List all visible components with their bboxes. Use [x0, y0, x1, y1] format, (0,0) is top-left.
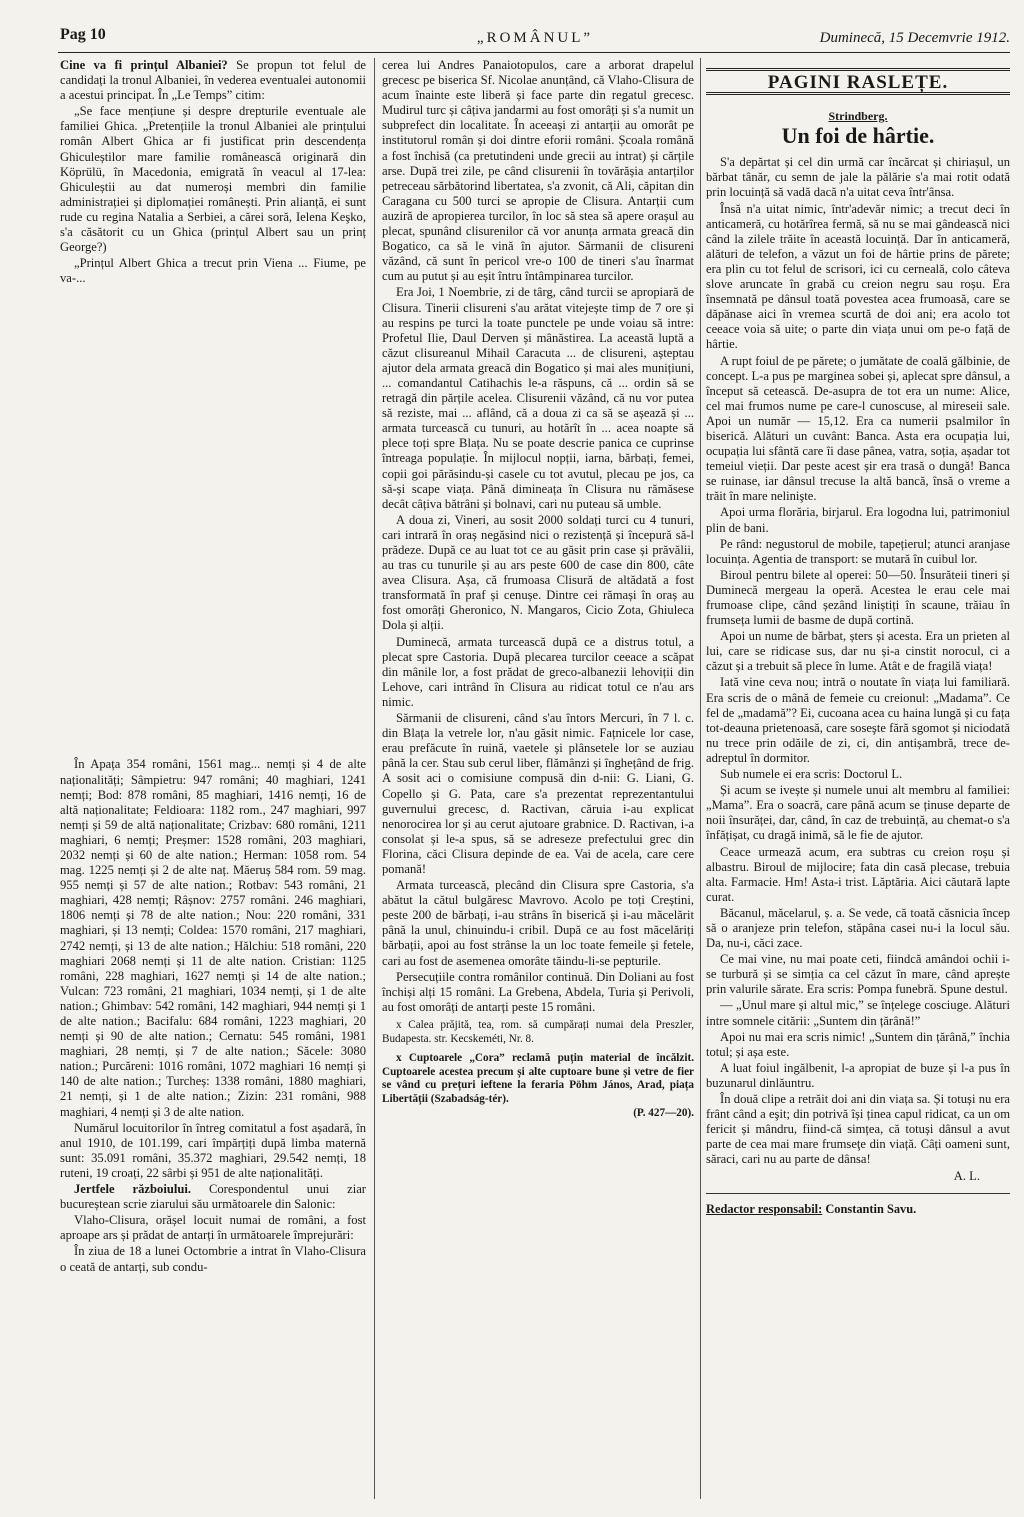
- paragraph: Sărmanii de clisureni, când s'au întors Mercuri, în 7 l. c. din Blața la vetrele lor, n'au găsit nimic. Fațnicele lor case, erau prefăcute în ruină, vaetele și plânsetele lor se auziau până la cer. Stau sub cerul liber, flămânzi și înghețând de frig. A sosit aci o comisiune compusă din d-nii: G. Liani, G. Copello și G. Pata, care s'a prezentat reprezentantului guvernului grecesc, d. Ractivan, căruia i-au explicat nenorocirea lor și au cerut ajutoare grabnice. D. Ractivan, i-a consolat și le-a spus, să se adreseze prefectului grec din Florina, căci Clisura depinde de ea. Vai de acela, care cere pomană!: [382, 711, 694, 876]
- paragraph: A luat foiul ingălbenit, l-a apropiat de buze și l-a pus în buzunarul dinlăuntru.: [706, 1060, 1010, 1090]
- paragraph: „Prințul Albert Ghica a trecut prin Viena ... Fiume, pe va-...: [60, 256, 366, 286]
- header-rule: [58, 52, 1010, 53]
- section-title: PAGINI RASLEȚE.: [706, 68, 1010, 95]
- paragraph: Iată vine ceva nou; intră o noutate în viața lui familiară. Era scris de o mână de femeie cu creionul: „Madama”. Ce fel de „madamă”? Ei, cucoana acea cu haina lungă și cu fața tot-deauna prietenoasă, care soseşte fără sgomot și niciodată nu trece prin odăile de zi, ci, din antișambră, trece de-adreptul în dormitor.: [706, 675, 1010, 765]
- paragraph: Ceace urmează acum, era subtras cu creion roșu și albastru. Biroul de mijlocire; fata din casă plecase, trebuia alta. Farmacie. Hm! Asta-i trist. Lăptăria. Aici căutară lapte curat.: [706, 844, 1010, 904]
- article-albania: Cine va fi prințul Albaniei? Se propun tot felul de candidați la tronul Albaniei, în vederea eventualei autonomii a acestui principat. În „Le Temps” citim:: [60, 58, 366, 103]
- paragraph: — „Unul mare și altul mic,” se înțelege cosciuge. Alături intre somnele citării: „Suntem din țărână!”: [706, 998, 1010, 1028]
- paragraph: Apoi urma florăria, birjarul. Era logodna lui, patrimoniul plin de bani.: [706, 505, 1010, 535]
- column-left: [60, 58, 366, 1276]
- paragraph: Persecuțiile contra românilor continuă. Din Doliani au fost închiși alți 15 români. La Grebena, Abdela, Turia și Perivoli, au fost omorâți de antarți peste 15 români.: [382, 969, 694, 1014]
- paragraph: Sub numele ei era scris: Doctorul L.: [720, 767, 903, 782]
- paragraph: Și acum se ivește și numele unui alt membru al familiei: „Mama”. Era o soacră, care până acum se ținuse departe de noii însurăței, dar, când, în caz de trebuință, au chemat-o s'a înfățișat, cu dragă inimă, să le fie de ajutor.: [706, 783, 1010, 843]
- newspaper-title: „ROMÂNUL”: [476, 30, 594, 46]
- paragraph: Vlaho-Clisura, orășel locuit numai de români, a fost aproape ars și prădat de antarți în următoarele împrejurări:: [60, 1213, 366, 1243]
- advertisement: x Calea prăjită, tea, rom. să cumpărați numai dela Preszler, Budapesta. str. Kecskeméti, Nr. 8.: [382, 1018, 694, 1045]
- page-number: Pag 10: [60, 26, 106, 43]
- story-title: Un foi de hârtie.: [781, 123, 935, 149]
- paragraph: Numărul locuitorilor în întreg comitatul a fost așadară, în anul 1910, de 101.199, cari împărțiți după limba maternă sunt: 35.091 români, 35.372 maghiari, 29.542 nemți, 18 ruteni, 19 croați, 22 sârbi și 951 de alte naționalități.: [60, 1120, 366, 1180]
- paragraph: S'a depărtat și cel din urmă car încărcat și chiriașul, un bărbat tânăr, cu semn de jale la pălărie s'a mai rotit odată prin locuință să vadă dacă n'a uitat ceva într'ânsa.: [706, 155, 1010, 200]
- issue-date: Duminecă, 15 Decemvrie 1912.: [819, 30, 1010, 46]
- advertisement: x Cuptoarele „Cora” reclamă puțin material de încălzit. Cuptoarele acestea precum și alte cuptoare bune și vetre de fier se vând cu prețuri ieftene la feraria Pöhm János, Arad, piața Libertății (Szabadság-tér).: [382, 1052, 694, 1105]
- paragraph-census: În Apața 354 români, 1561 mag... nemți și 4 de alte naționalități; Sâmpietru: 947 români; 40 maghiari, 1241 nemți; Bod: 878 români, 85 maghiari, 1416 nemți, 16 de altă naționalitate; Feldioara: 1182 rom., 247 maghiari, 997 nemți și 59 de altă naționalitate; Crizbav: 680 români, 1211 maghiari, 6 nemți; Preșmer: 1528 români, 203 maghiari, 2032 nemți și 60 de alte nation.; Herman: 1058 rom. 54 mag. 1225 nemți și 2 de alte naț. Măeruș 584 rom. 59 mag. 955 nemți și 57 de alte nation.; Rotbav: 543 români, 21 maghiari, 428 nemți; Râșnov: 2757 români. 246 maghiari, 1806 nemți și 78 de alte nation.; Nou: 220 români, 331 maghiari, și 13 nemți; Coldea: 1570 români, 217 maghiari, 2742 nemți, și 13 de alte nation.; Hălchiu: 518 români, 220 maghiari 2068 nemți și 11 de alte nation. Cristian: 1125 români, 228 maghiari, 1627 nemți și 14 de alte nation.; Vulcan: 723 români, 21 maghiari, 1034 nemți, și 1 de alte nation.; Ghimbav: 542 români, 142 maghiari, 944 nemți și 1 de alte nation.; Bacifalu: 684 români, 1223 maghiari, 20 nemți și 90 de alte nation.; Cernatu: 545 români, 1981 maghiari, 28 nemți, și 7 de alte nation.; Săcele: 3080 nation.; Purcăreni: 1016 români, 1072 maghiari 16 nemți și 140 de alte nation.; Turcheș: 1338 români, 1880 maghiari, 21 nemți, și 1 de alte nation.; Zizin: 231 români, 988 maghiari, 4 nemți și 3 de alte nation.: [60, 757, 366, 1119]
- column-divider: [700, 58, 701, 1499]
- column-middle: [382, 58, 694, 1122]
- page-header: [60, 26, 1010, 50]
- story-author: Strindberg.: [828, 109, 888, 124]
- ad-reference: (P. 427—20).: [633, 1107, 694, 1120]
- paragraph: A doua zi, Vineri, au sosit 2000 soldați turci cu 4 tunuri, cari intrară în oraș negăsind nici o rezistență și începură să-l prădeze. După ce au luat tot ce au găsit prin case și prăvălii, au tras cu tunurile și au ars peste 600 de case din 800, câte avea Clisura. Așa, că frumoasa Clisură de altădată a fost transformată în praf și cenușe. Dintre cei rămași în oraș au fost omorâți Gheronico, N. Mangaros, Cicio Zota, Ghiuleca Dola și alții.: [382, 512, 694, 633]
- paragraph: Duminecă, armata turcească după ce a distrus totul, a plecat spre Castoria. După plecarea turcilor ceeace a scăpat din mânile lor, a fost prădat de greco-albanezii lehoviții din Lehove, cari intrând în Clisura au ridicat totul ce n'au ars nimic.: [382, 634, 694, 709]
- paragraph: cerea lui Andres Panaiotopulos, care a arborat drapelul grecesc pe biserica Sf. Nicolae anunțând, că Vlaho-Clisura de acum înainte este liberă și face parte din regatul grecesc. Mudirul turc și câțiva jandarmi au fost omorâți și s'a numit un subprefect din localitate. În aceeași zi antarții au omorât pe institutorul român și doi dintre eforii români. Școala română a fost închisă (ca pretutindeni unde grecii au intrat) și cărțile arse. După trei zile, pe când clisurenii în tovărășia antarților petreceau sărbătorind libertatea, s'a zvonit, că Ali, căpitan din Caragana cu 500 turci se apropie de Clisura. Antarții cum auziră de apropierea turcilor, în loc să stea să apere orașul au plecat, spunând clisurenilor că vor anunța armata greacă din Bogatico, ca să le vină în ajutor. Sărmanii de clisureni văzând, că sunt în pericol vre-o 100 de tineri s'au înarmat cum au putut și au eșit întru întâmpinarea turcilor.: [382, 58, 694, 284]
- signature: A. L.: [953, 1169, 980, 1184]
- blank-space: [60, 287, 366, 757]
- article-war-victims: Jertfele războiului. Corespondentul unui ziar bucureștean scrie ziarului său următoarele din Salonic:: [60, 1182, 366, 1212]
- paragraph: Ce mai vine, nu mai poate ceti, fiindcă amândoi ochii i-se turbură și se simția ca cel căzut în mare, când aprește prin valurile sărate. Era scris: Pompa funebră. Spune destul.: [706, 952, 1010, 997]
- paragraph: Biroul pentru bilete al operei: 50—50. Însurăteii tineri și Duminecă mergeau la operă. Acestea le erau cele mai frumoase clipe, când șezând liniștiți în scaune, trăiau în frumseța lumii de basme de după cortină.: [706, 567, 1010, 628]
- paragraph: Era Joi, 1 Noembrie, zi de târg, când turcii se apropiară de Clisura. Tinerii clisureni s'au arătat vitejește timp de 7 ore și au respins pe turci la toate punctele pe unde voiau să intre: Profetul Ilie, Daul Derven și mânăstirea. La această luptă a căzut clisureanul Mihail Caracuta ... de clisureni, așteptau ajutor dela armata greacă din Bogatico și mai ales munițiuni, ... comandantul Catihachis le-a răspuns, că ... ordin să se retragă din părțile acelea. Clisurenii văzând, că nu vor putea să reziste, mai ... aflând, că a doua zi ca să se așează și ... armata turcească cu tunuri, au hotărît în ... acea noapte să plece toți spre Blața. Nu se poate descrie panica ce cuprinse întreaga populație. În mijlocul nopții, iarna, bărbați, femei, copii goi părăsindu-și casele cu tot avutul, plecau pe jos, ca să-și scape viața. Până dimineața în Clisura nu rămăsese decât câțiva bătrâni și bolnavi, cari nu puteau să umble.: [382, 285, 694, 511]
- column-divider: [374, 58, 375, 1499]
- paragraph: În ziua de 18 a lunei Octombrie a intrat în Vlaho-Clisura o ceată de antarți, sub condu-: [60, 1244, 366, 1274]
- column-right: [706, 58, 1010, 1217]
- paragraph: A rupt foiul de pe părete; o jumătate de coală gălbinie, de concept. L-a pus pe marginea sobei și, aplecat spre dânsul, a început să cetească. De-asupra de tot era un nume: Alice, cel mai frumos nume pe care-l cunoscuse, al mireseii sale. Apoi un număr — 15,12. Era ca numerii psalmilor în biserică. Alături un cuvânt: Banca. Asta era ocupația lui, ocupația lui sfântă care îi dase pânea, vatra, soția, așadar tot temeiul vieții. Dar peste acest șir era trasă o dungă! Banca se ruinase, iar dânsul trecuse la altă bancă, însă o vreme a trăit în mare nelinişte.: [706, 353, 1010, 504]
- paragraph: Pe rând: negustorul de mobile, tapețierul; atunci aranjase locuința. Agentia de transport: se mutară în cuibul lor.: [706, 536, 1010, 566]
- divider: [706, 1193, 1010, 1194]
- paragraph: În două clipe a retrăit doi ani din viața sa. Și totuși nu era frânt când a eşit; din potrivă își ținea capul ridicat, ca un om fericit și mândru, fiind-că simțea, că totuși dânsul a avut parte de cea mai mare frumseţe din viață. Câți oameni sunt, săraci, cari nu au parte de dânsa!: [706, 1092, 1010, 1167]
- paragraph: Însă n'a uitat nimic, într'adevăr nimic; a trecut deci în anticameră, cu hotărîrea fermă, să nu se mai gândească nici când la zilele trăite în această locuință. Dar în anticameră, alături de telefon, a văzut un foi de hârtie prins de părete; era plin cu tot felul de scrisori, ici cu cerneală, colo câteva slove aruncate în grabă cu creion negru sau roșu. Era însemnată pe dânsul toată povestea acea frumoasă, care se dăpănase aici în vremea scurtă de doi ani; era acolo tot ceeace voia să uite; o parte din viața unui om pe-o față de hârtie.: [706, 201, 1010, 352]
- paragraph: Băcanul, măcelarul, ș. a. Se vede, că toată căsnicia încep să o aranjeze prin telefon, stăpâna casei nu-i la locul său. Da, nu-i, căci zace.: [706, 905, 1010, 951]
- paragraph: Armata turcească, plecând din Clisura spre Castoria, s'a abătut la cătul bulgăresc Mavrovo. Acolo pe toți Creștini, peste 200 de bărbați, i-au strâns în biserică și i-au măcelărit până la unul, chinuindu-i cribil. După ce au fost măcelăriți bărbații, apoi au fost strânse la un loc toate femeile și fetele, cari au fost de asemenea omorâte tăindu-li-se pepturile.: [382, 878, 694, 968]
- paragraph: „Se face mențiune și despre drepturile eventuale ale familiei Ghica. „Pretențiile la tronul Albaniei ale prințului român Albert Ghica ar fi justificat prin descendența Ghiculeștilor mare familie românească originară din Köprülü, în Macedonia, emigrată în veacul al 17-lea: Ghiculeștii au dat numeroși membri din familie administrației și diplomației românești. Prin alianță, ei sunt rude cu regina Natalia a Serbiei, a cărei soră, Ielena Keşko, s'a căsătorit cu un Ghica (prințul Albert sau un prinț George?): [60, 104, 366, 255]
- editor-line: Redactor responsabil: Constantin Savu.: [706, 1201, 917, 1216]
- paragraph: Apoi un nume de bărbat, șters și acesta. Era un prieten al lui, care se ridicase sus, dar nu și-a cinstit norocul, ci a căzut și a trebuit să plece în lume. Atât e de fragilă viața!: [706, 629, 1010, 674]
- paragraph: Apoi nu mai era scris nimic! „Suntem din țărână,” închia totul; și așa este.: [706, 1029, 1010, 1059]
